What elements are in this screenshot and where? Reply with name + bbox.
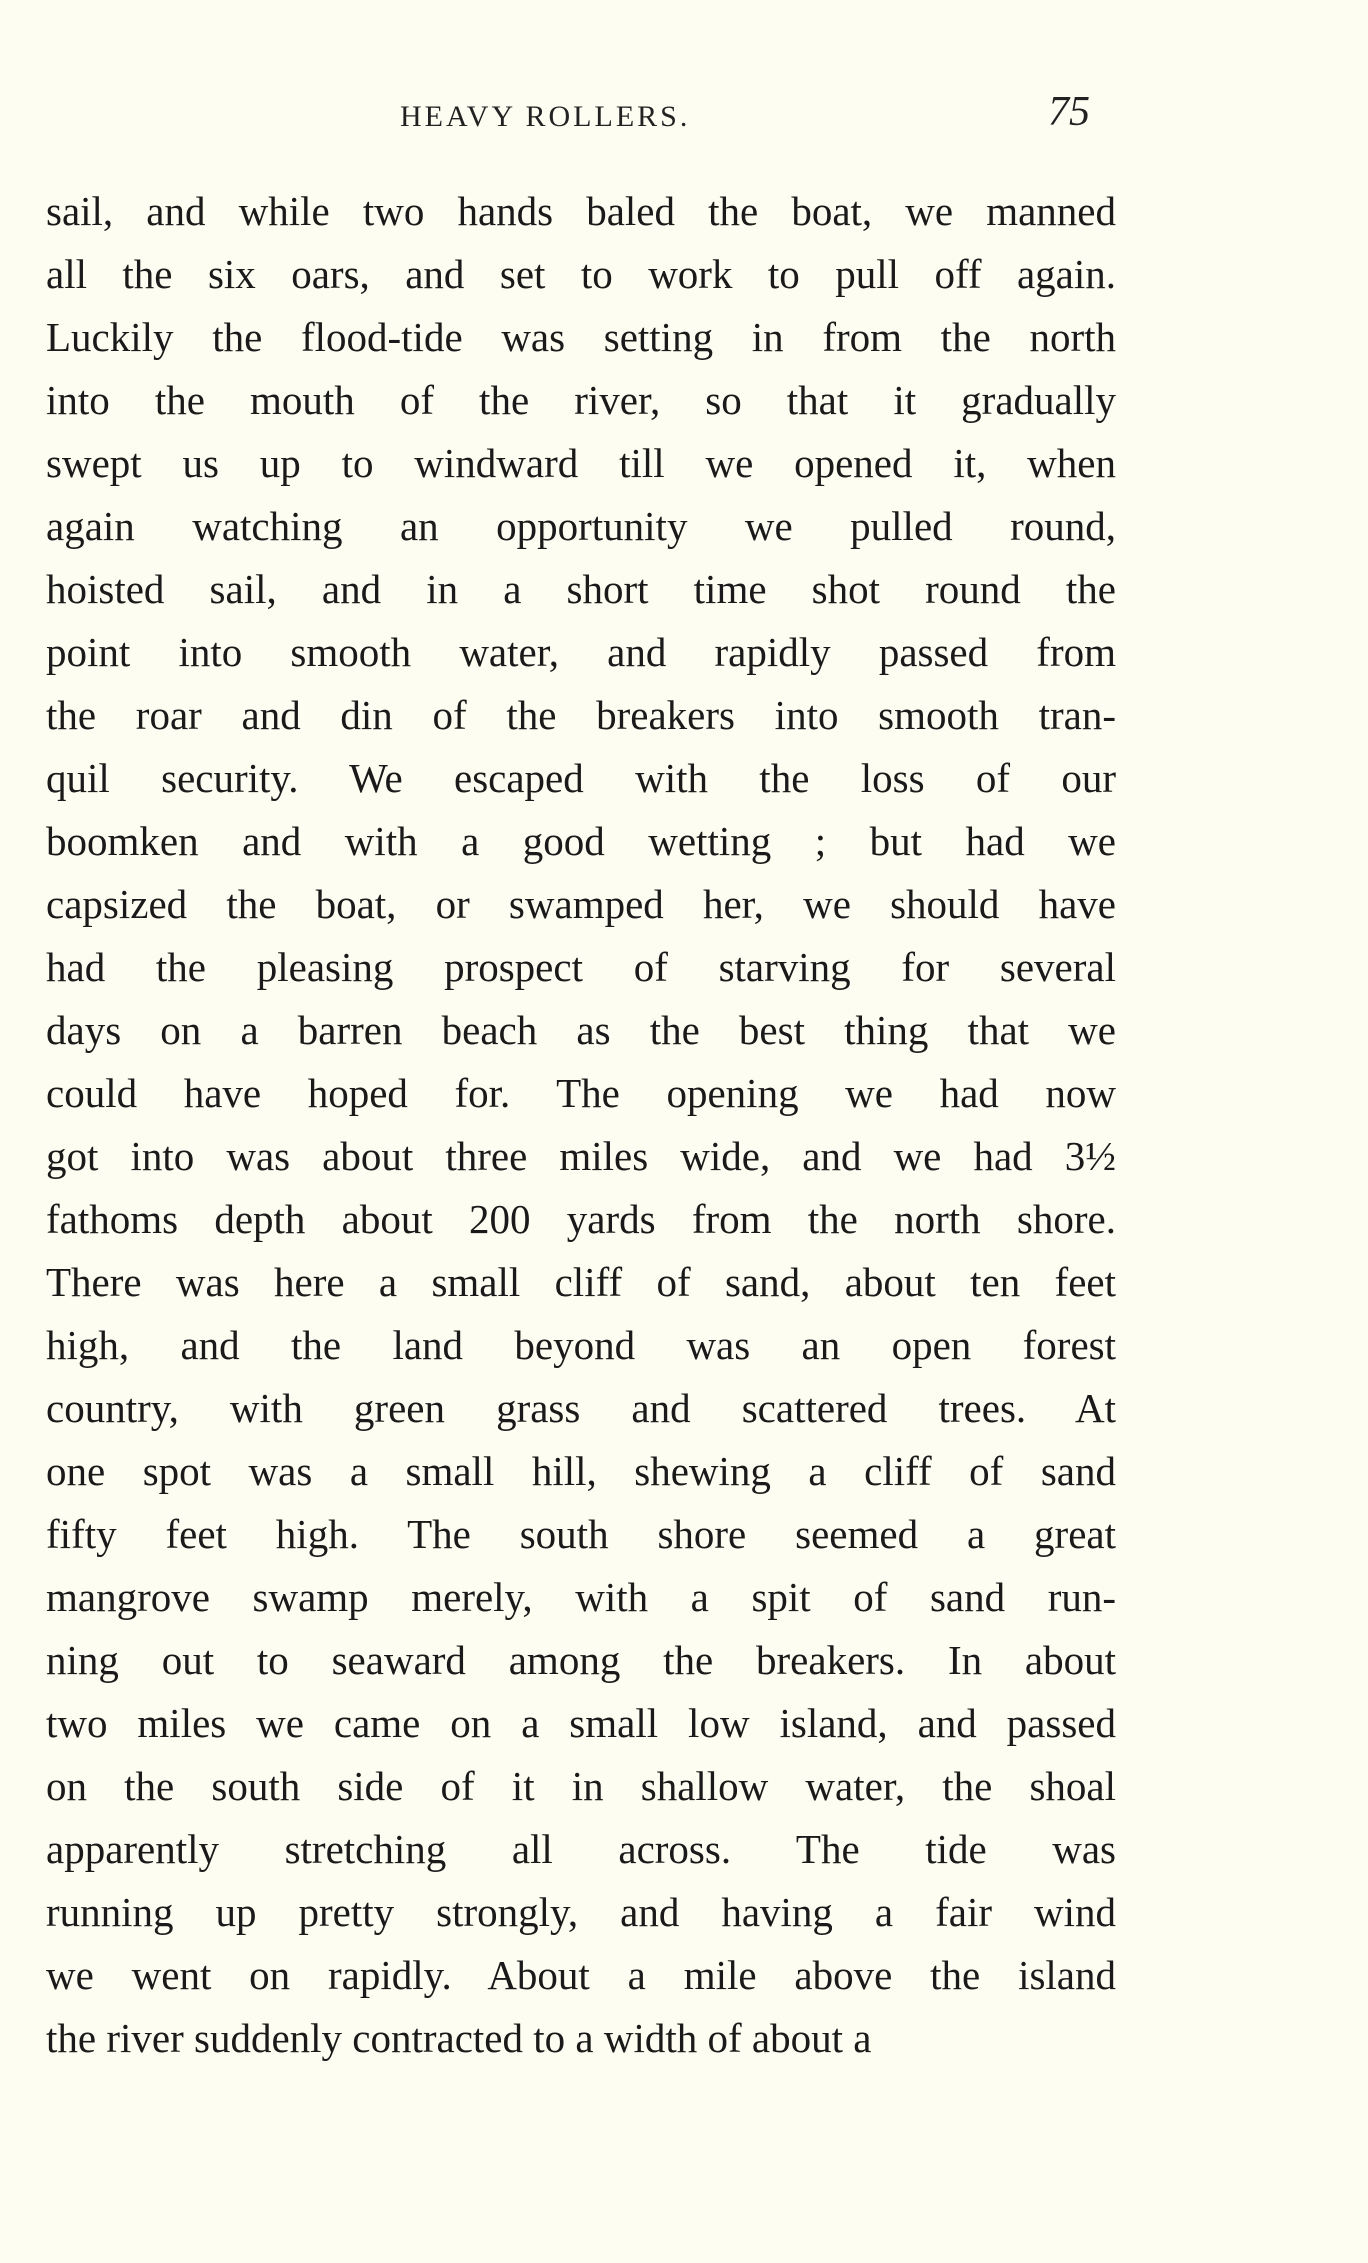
text-line: quil security. We escaped with the loss of our (46, 755, 1116, 801)
text-line: the river suddenly contracted to a width of about a (46, 2015, 872, 2061)
body-text (46, 180, 1116, 2070)
text-line: running up pretty strongly, and having a fair wind (46, 1889, 1116, 1935)
text-line: again watching an opportunity we pulled round, (46, 503, 1116, 549)
text-line: mangrove swamp merely, with a spit of sand run- (46, 1574, 1116, 1620)
text-line: got into was about three miles wide, and we had 3½ (46, 1133, 1116, 1179)
text-line: fifty feet high. The south shore seemed a great (46, 1511, 1116, 1557)
text-line: days on a barren beach as the best thing that we (46, 1007, 1116, 1053)
text-line: boomken and with a good wetting ; but had we (46, 818, 1116, 864)
text-line: the roar and din of the breakers into smooth tran- (46, 692, 1116, 738)
text-line: one spot was a small hill, shewing a cliff of sand (46, 1448, 1116, 1494)
text-line: hoisted sail, and in a short time shot round the (46, 566, 1116, 612)
text-line: Luckily the flood-tide was setting in from the north (46, 314, 1116, 360)
text-line: swept us up to windward till we opened it, when (46, 440, 1116, 486)
text-line: fathoms depth about 200 yards from the north shore. (46, 1196, 1116, 1242)
text-line: There was here a small cliff of sand, about ten feet (46, 1259, 1116, 1305)
text-line: apparently stretching all across. The tide was (46, 1826, 1116, 1872)
text-line: could have hoped for. The opening we had now (46, 1070, 1116, 1116)
text-line: capsized the boat, or swamped her, we should have (46, 881, 1116, 927)
text-line: on the south side of it in shallow water, the shoal (46, 1763, 1116, 1809)
text-line: ning out to seaward among the breakers. In about (46, 1637, 1116, 1683)
text-line: we went on rapidly. About a mile above the island (46, 1952, 1116, 1998)
text-line: high, and the land beyond was an open forest (46, 1322, 1116, 1368)
text-line: into the mouth of the river, so that it gradually (46, 377, 1116, 423)
text-line: sail, and while two hands baled the boat, we manned (46, 188, 1116, 234)
text-line: point into smooth water, and rapidly passed from (46, 629, 1116, 675)
text-line: all the six oars, and set to work to pull off again. (46, 251, 1116, 297)
text-line: two miles we came on a small low island, and passed (46, 1700, 1116, 1746)
text-line: had the pleasing prospect of starving for several (46, 944, 1116, 990)
running-head: HEAVY ROLLERS. (400, 100, 691, 133)
page-number: 75 (1048, 89, 1090, 135)
text-line: country, with green grass and scattered trees. At (46, 1385, 1116, 1431)
